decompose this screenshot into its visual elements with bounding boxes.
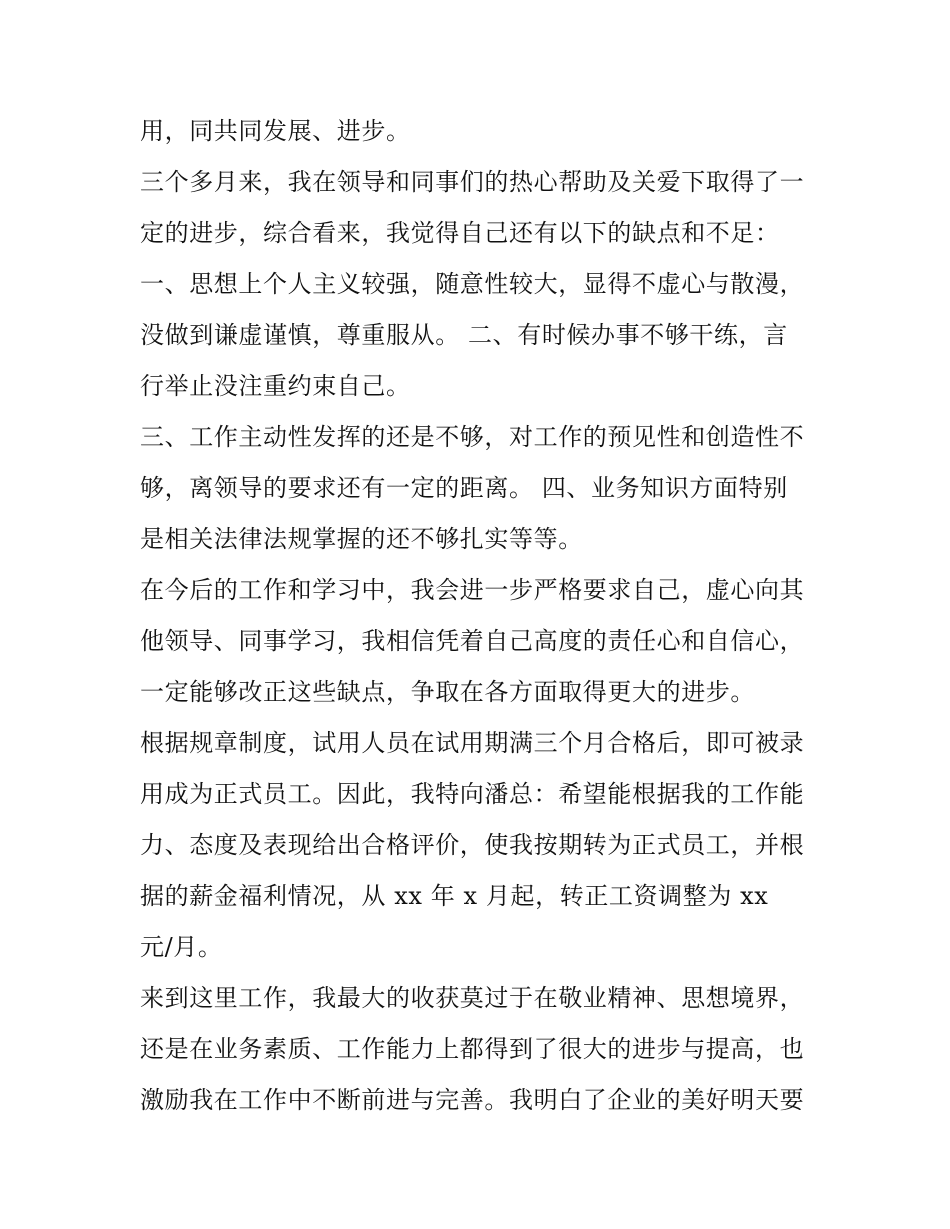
text-line: 来到这里工作，我最大的收获莫过于在敬业精神、思想境界， [140, 984, 805, 1012]
text-line: 三、工作主动性发挥的还是不够，对工作的预见性和创造性不 [140, 423, 805, 451]
text-line: 力、态度及表现给出合格评价，使我按期转为正式员工，并根 [140, 831, 805, 859]
text-line: 行举止没注重约束自己。 [140, 372, 411, 400]
document-body [140, 106, 830, 1126]
text-line: 一定能够改正这些缺点，争取在各方面取得更大的进步。 [140, 678, 755, 706]
text-line: 用，同共同发展、进步。 [140, 117, 411, 145]
text-line: 他领导、同事学习，我相信凭着自己高度的责任心和自信心， [140, 627, 805, 655]
text-line: 三个多月来，我在领导和同事们的热心帮助及关爱下取得了一 [140, 168, 805, 196]
text-line: 定的进步，综合看来，我觉得自己还有以下的缺点和不足： [140, 219, 780, 247]
text-line: 元/月。 [140, 933, 223, 961]
text-line: 一、思想上个人主义较强，随意性较大，显得不虚心与散漫， [140, 270, 805, 298]
text-line: 够，离领导的要求还有一定的距离。 四、业务知识方面特别 [140, 474, 788, 502]
text-line: 据的薪金福利情况，从 xx 年 x 月起，转正工资调整为 xx [140, 882, 769, 910]
text-line: 根据规章制度，试用人员在试用期满三个月合格后，即可被录 [140, 729, 805, 757]
text-line: 没做到谦虚谨慎，尊重服从。 二、有时候办事不够干练，言 [140, 321, 788, 349]
text-line: 还是在业务素质、工作能力上都得到了很大的进步与提高，也 [140, 1035, 805, 1063]
text-line: 在今后的工作和学习中，我会进一步严格要求自己，虚心向其 [140, 576, 805, 604]
text-line: 是相关法律法规掌握的还不够扎实等等。 [140, 525, 583, 553]
text-line: 激励我在工作中不断前进与完善。我明白了企业的美好明天要 [140, 1086, 805, 1114]
text-line: 用成为正式员工。因此，我特向潘总：希望能根据我的工作能 [140, 780, 805, 808]
